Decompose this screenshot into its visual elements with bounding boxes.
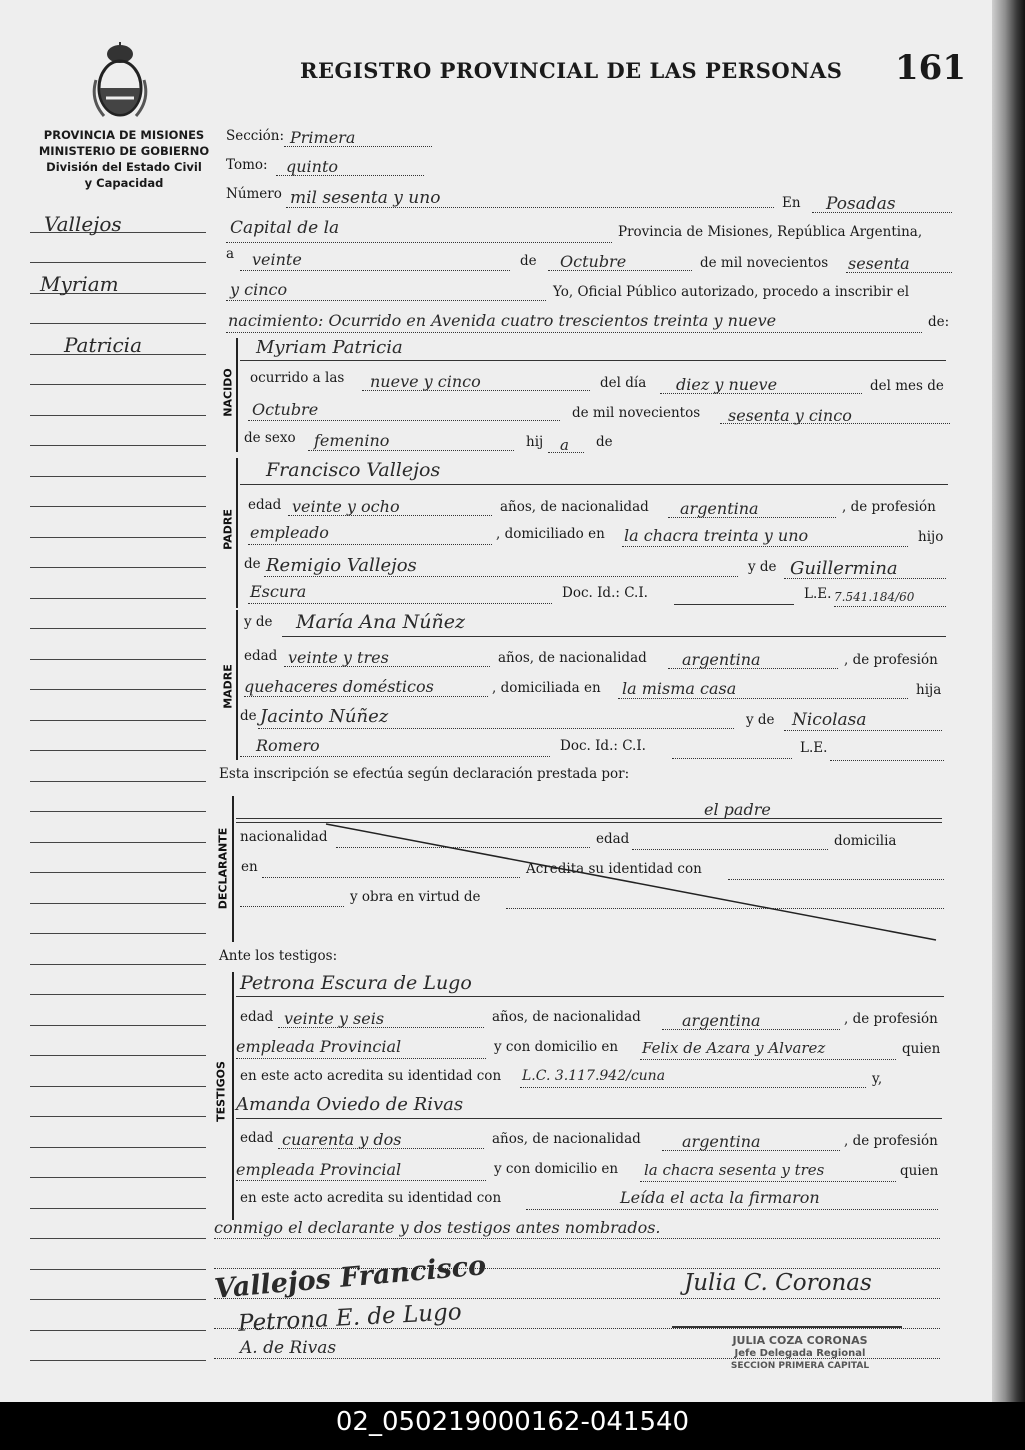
padre-profesion: empleado	[250, 523, 329, 542]
de-colon-label: de:	[928, 314, 950, 330]
capital-value: Capital de la	[230, 218, 340, 238]
t2-nac-label: años, de nacionalidad	[492, 1131, 641, 1147]
sexo-label: de sexo	[244, 430, 296, 446]
testigo1-domicilio: Felix de Azara y Alvarez	[642, 1039, 826, 1057]
anio-label: de mil novecientos	[700, 255, 829, 271]
madre-doc-label: Doc. Id.: C.I.	[560, 738, 646, 754]
madre-nac-label: años, de nacionalidad	[498, 650, 647, 666]
madre-nombre: María Ana Núñez	[296, 611, 465, 633]
hija-label: hija	[916, 682, 942, 698]
issuing-office	[24, 127, 224, 191]
madre-madre-de: Nicolasa	[792, 710, 867, 730]
registry-title: REGISTRO PROVINCIAL DE LAS PERSONAS	[300, 58, 843, 83]
de-label: de	[520, 253, 537, 269]
padre-nombre: Francisco Vallejos	[266, 459, 441, 481]
margin-surname: Vallejos	[44, 212, 122, 236]
tomo-value: quinto	[286, 157, 339, 176]
padre-edad-label: edad	[248, 497, 282, 513]
del-mes-label: del mes de	[870, 378, 944, 394]
numero-label: Número	[226, 186, 282, 202]
hora-value: nueve y cinco	[370, 372, 481, 391]
madre-de-label: de	[240, 708, 257, 724]
image-identifier: 02_050219000162-041540	[335, 1407, 690, 1437]
testigo1-nombre: Petrona Escura de Lugo	[240, 972, 472, 994]
decl-nac-label: nacionalidad	[240, 829, 328, 845]
decl-obra-label: y obra en virtud de	[350, 889, 481, 905]
padre-nac-label: años, de nacionalidad	[500, 499, 649, 515]
padre-dom-label: , domiciliado en	[496, 526, 605, 542]
margin-middle-name: Patricia	[64, 333, 142, 357]
section-madre: MADRE	[221, 664, 235, 709]
nacido-anio-value: sesenta y cinco	[728, 406, 852, 425]
oficial-text: Yo, Oficial Público autorizado, procedo a inscribir el	[553, 284, 910, 300]
declaracion-intro: Esta inscripción se efectúa según declaración prestada por:	[219, 766, 630, 782]
hij-label: hij	[526, 434, 544, 450]
madre-nacionalidad: argentina	[682, 650, 761, 669]
testigo2-nacionalidad: argentina	[682, 1132, 761, 1151]
nacido-dia-value: diez y nueve	[676, 375, 778, 394]
signature-witness-1: Petrona E. de Lugo	[237, 1299, 463, 1337]
madre-domicilio: la misma casa	[622, 679, 737, 698]
stamp-section: SECCION PRIMERA CAPITAL	[730, 1361, 870, 1371]
t1-y-label: y,	[872, 1071, 883, 1087]
padre-prof-label: , de profesión	[842, 499, 936, 515]
nacido-mes-value: Octubre	[252, 400, 319, 419]
ocurrido-label: ocurrido a las	[250, 370, 345, 386]
padre-madre-de: Guillermina	[790, 558, 898, 579]
madre-profesion: quehaceres domésticos	[244, 677, 434, 696]
signature-witness-2: A. de Rivas	[240, 1338, 337, 1358]
dia-value: veinte	[252, 250, 302, 269]
numero-value: mil sesenta y uno	[290, 188, 441, 208]
signature-father: Vallejos Francisco	[213, 1250, 488, 1305]
testigos-intro: Ante los testigos:	[219, 948, 338, 964]
seccion-label: Sección:	[226, 128, 285, 144]
org-line: División del Estado Civil	[46, 160, 202, 174]
section-nacido: NACIDO	[221, 368, 235, 417]
t1-dom-label: y con domicilio en	[494, 1039, 619, 1055]
tomo-label: Tomo:	[226, 157, 268, 173]
t1-acredita-label: en este acto acredita su identidad con	[240, 1068, 502, 1084]
t2-acredita-label: en este acto acredita su identidad con	[240, 1190, 502, 1206]
madre-padre-de: Jacinto Núñez	[260, 706, 389, 727]
a-label: a	[226, 246, 235, 262]
testigo2-nombre: Amanda Oviedo de Rivas	[236, 1094, 464, 1115]
padre-domicilio: la chacra treinta y uno	[624, 526, 809, 545]
nacido-anio-label: de mil novecientos	[572, 405, 701, 421]
t1-edad-label: edad	[240, 1009, 274, 1025]
padre-padre-de: Remigio Vallejos	[266, 555, 417, 576]
padre-le-label: L.E.	[804, 586, 832, 602]
signature-officer: Julia C. Coronas	[684, 1270, 872, 1296]
padre-le-value: 7.541.184/60	[834, 590, 915, 604]
official-stamp	[700, 1334, 900, 1373]
madre-dom-label: , domiciliada en	[492, 680, 601, 696]
hijo-label: hijo	[918, 529, 944, 545]
testigo2-profesion: empleada Provincial	[236, 1160, 402, 1179]
padre-edad-value: veinte y ocho	[292, 497, 400, 516]
madre-prof-label: , de profesión	[844, 652, 938, 668]
t2-dom-label: y con domicilio en	[494, 1161, 619, 1177]
coat-of-arms-emblem	[90, 40, 150, 120]
testigo2-domicilio: la chacra sesenta y tres	[644, 1161, 825, 1179]
decl-acredita-label: Acredita su identidad con	[526, 861, 702, 877]
testigo1-documento: L.C. 3.117.942/cuna	[522, 1068, 666, 1084]
padre-doc-label: Doc. Id.: C.I.	[562, 585, 648, 601]
nacido-nombre: Myriam Patricia	[256, 337, 403, 358]
t1-prof-label: , de profesión	[844, 1011, 938, 1027]
margin-first-name: Myriam	[40, 272, 119, 296]
t2-edad-label: edad	[240, 1130, 274, 1146]
seccion-value: Primera	[290, 128, 356, 147]
closing-line-2: conmigo el declarante y dos testigos antes nombrados.	[214, 1218, 661, 1237]
madre-yde-label: y de	[244, 614, 273, 630]
anio-value: sesenta	[848, 254, 910, 273]
padre-nacionalidad: argentina	[680, 499, 759, 518]
t2-quien-label: quien	[900, 1163, 939, 1179]
madre-edad-label: edad	[244, 648, 278, 664]
book-spine	[992, 0, 1025, 1402]
padre-madre-de-cont: Escura	[250, 582, 307, 601]
nacido-de-label: de	[596, 434, 613, 450]
declarante-quien: el padre	[704, 800, 771, 819]
madre-madre-de-cont: Romero	[256, 736, 320, 755]
mes-value: Octubre	[560, 252, 627, 271]
acto-value: nacimiento: Ocurrido en Avenida cuatro trescientos treinta y nueve	[228, 311, 777, 330]
hij-suffix: a	[560, 436, 569, 454]
t2-prof-label: , de profesión	[844, 1133, 938, 1149]
madre-le-label: L.E.	[800, 740, 828, 756]
en-value: Posadas	[826, 194, 896, 214]
en-label: En	[782, 195, 801, 211]
stamp-role: Jefe Delegada Regional	[734, 1348, 866, 1359]
padre-yde-label: y de	[748, 559, 777, 575]
testigo2-edad: cuarenta y dos	[282, 1130, 402, 1149]
section-declarante: DECLARANTE	[216, 827, 230, 910]
section-testigos: TESTIGOS	[214, 1061, 228, 1122]
sexo-value: femenino	[314, 431, 390, 450]
del-dia-label: del día	[600, 375, 647, 391]
madre-edad-value: veinte y tres	[288, 648, 389, 667]
decl-dom-label: domicilia	[834, 833, 897, 849]
padre-de-label: de	[244, 556, 261, 572]
t1-nac-label: años, de nacionalidad	[492, 1009, 641, 1025]
page-number: 161	[895, 48, 966, 88]
decl-edad-label: edad	[596, 831, 630, 847]
closing-line-1: Leída el acta la firmaron	[620, 1188, 820, 1207]
anio-cont-value: y cinco	[230, 280, 288, 299]
section-padre: PADRE	[221, 509, 235, 550]
org-line: MINISTERIO DE GOBIERNO	[38, 144, 210, 158]
cancel-strike-line	[236, 818, 944, 942]
testigo1-nacionalidad: argentina	[682, 1011, 761, 1030]
org-line: y Capacidad	[84, 176, 164, 190]
madre-yde2-label: y de	[746, 712, 775, 728]
testigo1-edad: veinte y seis	[284, 1009, 385, 1028]
stamp-name: JULIA COZA CORONAS	[732, 1334, 868, 1347]
org-line: PROVINCIA DE MISIONES	[43, 128, 205, 142]
testigo1-profesion: empleada Provincial	[236, 1037, 402, 1056]
t1-quien-label: quien	[902, 1041, 941, 1057]
provincia-text: Provincia de Misiones, República Argentina,	[618, 224, 923, 240]
decl-en-label: en	[241, 859, 258, 875]
